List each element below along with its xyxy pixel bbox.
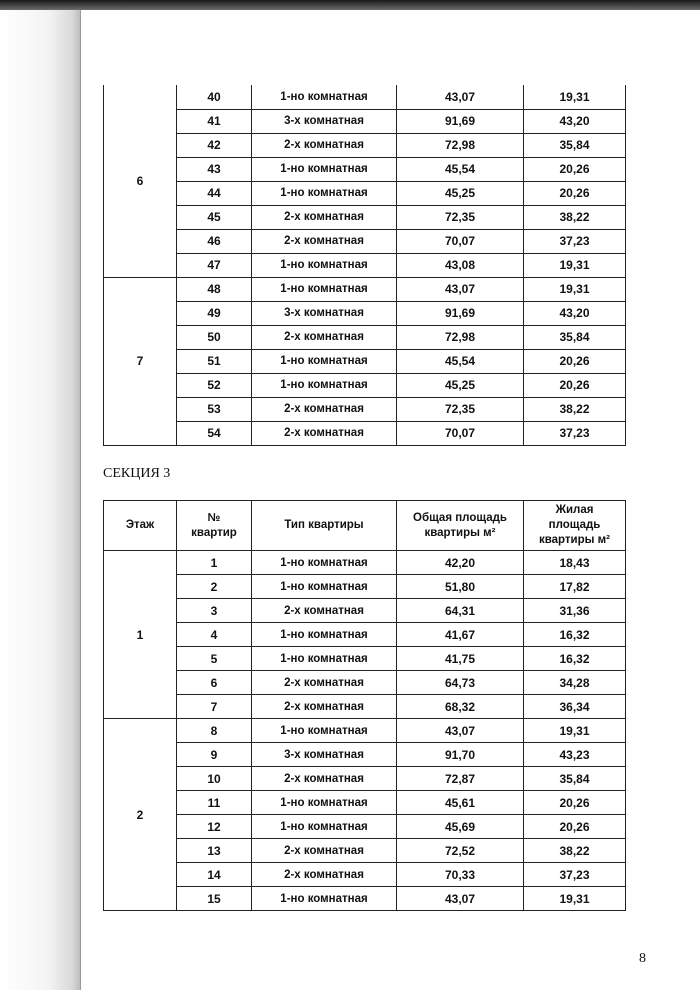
apartment-type-cell: 1-но комнатная — [252, 277, 397, 301]
header-living-line3: квартиры м² — [538, 534, 611, 546]
total-area-cell: 43,07 — [397, 85, 524, 109]
living-area-cell: 19,31 — [524, 85, 626, 109]
apartment-type-cell: 2-х комнатная — [252, 205, 397, 229]
table-row — [104, 109, 626, 133]
total-area-cell: 91,70 — [397, 743, 524, 767]
total-area-cell: 64,31 — [397, 599, 524, 623]
table-header-row — [104, 501, 626, 551]
table-row — [104, 301, 626, 325]
header-apartment-number — [177, 501, 252, 551]
apartment-number-cell: 8 — [177, 719, 252, 743]
table-row — [104, 743, 626, 767]
apartment-number-cell: 14 — [177, 863, 252, 887]
living-area-cell: 35,84 — [524, 767, 626, 791]
apartment-type-cell: 2-х комнатная — [252, 695, 397, 719]
living-area-cell: 37,23 — [524, 229, 626, 253]
living-area-cell: 20,26 — [524, 349, 626, 373]
apartment-type-cell: 1-но комнатная — [252, 575, 397, 599]
table-row — [104, 157, 626, 181]
apartment-type-cell: 2-х комнатная — [252, 599, 397, 623]
apartment-number-cell: 47 — [177, 253, 252, 277]
living-area-cell: 18,43 — [524, 551, 626, 575]
total-area-cell: 45,25 — [397, 181, 524, 205]
apartment-number-cell: 10 — [177, 767, 252, 791]
living-area-cell: 31,36 — [524, 599, 626, 623]
table-row — [104, 719, 626, 743]
apartment-type-cell: 2-х комнатная — [252, 229, 397, 253]
apartment-type-cell: 2-х комнатная — [252, 839, 397, 863]
apartment-number-cell: 53 — [177, 397, 252, 421]
apartment-number-cell: 4 — [177, 623, 252, 647]
apartment-type-cell: 1-но комнатная — [252, 85, 397, 109]
living-area-cell: 38,22 — [524, 205, 626, 229]
apartment-number-cell: 15 — [177, 887, 252, 911]
table-row — [104, 767, 626, 791]
total-area-cell: 72,98 — [397, 325, 524, 349]
apartment-number-cell: 44 — [177, 181, 252, 205]
total-area-cell: 68,32 — [397, 695, 524, 719]
apartment-number-cell: 3 — [177, 599, 252, 623]
living-area-cell: 36,34 — [524, 695, 626, 719]
living-area-cell: 35,84 — [524, 325, 626, 349]
total-area-cell: 70,07 — [397, 229, 524, 253]
total-area-cell: 42,20 — [397, 551, 524, 575]
living-area-cell: 43,20 — [524, 109, 626, 133]
total-area-cell: 43,07 — [397, 887, 524, 911]
apartment-type-cell: 2-х комнатная — [252, 671, 397, 695]
living-area-cell: 20,26 — [524, 815, 626, 839]
living-area-cell: 19,31 — [524, 277, 626, 301]
living-area-cell: 16,32 — [524, 623, 626, 647]
header-no-line2: квартир — [191, 526, 237, 539]
total-area-cell: 72,98 — [397, 133, 524, 157]
living-area-cell: 43,23 — [524, 743, 626, 767]
apartment-number-cell: 51 — [177, 349, 252, 373]
total-area-cell: 72,35 — [397, 205, 524, 229]
apartment-type-cell: 2-х комнатная — [252, 325, 397, 349]
total-area-cell: 45,69 — [397, 815, 524, 839]
table-row — [104, 575, 626, 599]
scan-binding-shadow — [0, 10, 80, 990]
section-heading: СЕКЦИЯ 3 — [103, 466, 171, 481]
living-area-cell: 37,23 — [524, 863, 626, 887]
header-no-line1: № — [207, 511, 221, 524]
table-row — [104, 421, 626, 445]
living-area-cell: 34,28 — [524, 671, 626, 695]
apartment-number-cell: 42 — [177, 133, 252, 157]
table-row — [104, 647, 626, 671]
apartment-type-cell: 1-но комнатная — [252, 815, 397, 839]
total-area-cell: 45,25 — [397, 373, 524, 397]
header-floor: Этаж — [104, 501, 177, 551]
apartment-number-cell: 41 — [177, 109, 252, 133]
table-row — [104, 671, 626, 695]
apartment-type-cell: 1-но комнатная — [252, 349, 397, 373]
apartment-number-cell: 40 — [177, 85, 252, 109]
table-row — [104, 325, 626, 349]
apartment-type-cell: 1-но комнатная — [252, 157, 397, 181]
table-row — [104, 839, 626, 863]
apartments-table-continued — [103, 85, 626, 446]
apartment-type-cell: 3-х комнатная — [252, 109, 397, 133]
floor-cell: 2 — [104, 719, 177, 911]
living-area-cell: 35,84 — [524, 133, 626, 157]
apartment-type-cell: 1-но комнатная — [252, 719, 397, 743]
apartment-number-cell: 46 — [177, 229, 252, 253]
apartment-type-cell: 1-но комнатная — [252, 791, 397, 815]
apartment-type-cell: 2-х комнатная — [252, 397, 397, 421]
living-area-cell: 38,22 — [524, 397, 626, 421]
total-area-cell: 45,54 — [397, 349, 524, 373]
table-row — [104, 397, 626, 421]
total-area-cell: 51,80 — [397, 575, 524, 599]
header-apartment-type: Тип квартиры — [252, 501, 397, 551]
table-row — [104, 695, 626, 719]
table-row — [104, 791, 626, 815]
apartment-type-cell: 2-х комнатная — [252, 421, 397, 445]
total-area-cell: 43,07 — [397, 719, 524, 743]
apartment-type-cell: 2-х комнатная — [252, 767, 397, 791]
living-area-cell: 17,82 — [524, 575, 626, 599]
apartment-number-cell: 45 — [177, 205, 252, 229]
total-area-cell: 45,54 — [397, 157, 524, 181]
table-row — [104, 887, 626, 911]
table-row — [104, 815, 626, 839]
header-total-line1: Общая площадь — [413, 511, 507, 524]
living-area-cell: 37,23 — [524, 421, 626, 445]
apartment-number-cell: 6 — [177, 671, 252, 695]
apartment-number-cell: 12 — [177, 815, 252, 839]
living-area-cell: 16,32 — [524, 647, 626, 671]
living-area-cell: 20,26 — [524, 791, 626, 815]
scan-top-edge — [0, 0, 700, 10]
header-total-line2: квартиры м² — [424, 526, 496, 539]
apartment-number-cell: 13 — [177, 839, 252, 863]
floor-cell: 7 — [104, 277, 177, 445]
apartment-number-cell: 50 — [177, 325, 252, 349]
table-row — [104, 349, 626, 373]
apartment-type-cell: 2-х комнатная — [252, 863, 397, 887]
total-area-cell: 91,69 — [397, 109, 524, 133]
header-total-area — [397, 501, 524, 551]
table-row — [104, 863, 626, 887]
total-area-cell: 72,52 — [397, 839, 524, 863]
apartment-number-cell: 5 — [177, 647, 252, 671]
total-area-cell: 41,75 — [397, 647, 524, 671]
living-area-cell: 20,26 — [524, 157, 626, 181]
apartment-type-cell: 1-но комнатная — [252, 373, 397, 397]
table-row — [104, 623, 626, 647]
apartment-number-cell: 9 — [177, 743, 252, 767]
table-row — [104, 205, 626, 229]
table-row — [104, 229, 626, 253]
apartment-type-cell: 1-но комнатная — [252, 181, 397, 205]
apartment-number-cell: 1 — [177, 551, 252, 575]
living-area-cell: 19,31 — [524, 253, 626, 277]
page-number: 8 — [639, 951, 646, 966]
living-area-cell: 38,22 — [524, 839, 626, 863]
section-3-apartments-table — [103, 500, 626, 911]
header-living-area — [524, 501, 626, 551]
table-row — [104, 181, 626, 205]
table-row — [104, 373, 626, 397]
apartment-number-cell: 7 — [177, 695, 252, 719]
apartment-type-cell: 1-но комнатная — [252, 647, 397, 671]
apartment-number-cell: 11 — [177, 791, 252, 815]
table-row — [104, 253, 626, 277]
total-area-cell: 64,73 — [397, 671, 524, 695]
apartments-table-continued-body — [104, 85, 626, 445]
total-area-cell: 41,67 — [397, 623, 524, 647]
living-area-cell: 43,20 — [524, 301, 626, 325]
apartment-type-cell: 1-но комнатная — [252, 253, 397, 277]
apartment-number-cell: 2 — [177, 575, 252, 599]
total-area-cell: 45,61 — [397, 791, 524, 815]
apartment-number-cell: 48 — [177, 277, 252, 301]
table-row — [104, 599, 626, 623]
apartment-type-cell: 3-х комнатная — [252, 301, 397, 325]
total-area-cell: 72,35 — [397, 397, 524, 421]
floor-cell: 1 — [104, 551, 177, 719]
living-area-cell: 19,31 — [524, 887, 626, 911]
table-row — [104, 133, 626, 157]
scan-binding-line — [80, 10, 81, 990]
apartment-number-cell: 43 — [177, 157, 252, 181]
living-area-cell: 20,26 — [524, 373, 626, 397]
apartment-type-cell: 1-но комнатная — [252, 623, 397, 647]
header-living-line2: площадь — [548, 519, 601, 531]
total-area-cell: 70,33 — [397, 863, 524, 887]
living-area-cell: 19,31 — [524, 719, 626, 743]
apartment-type-cell: 2-х комнатная — [252, 133, 397, 157]
table-row — [104, 551, 626, 575]
table-row — [104, 277, 626, 301]
total-area-cell: 70,07 — [397, 421, 524, 445]
apartment-type-cell: 1-но комнатная — [252, 887, 397, 911]
living-area-cell: 20,26 — [524, 181, 626, 205]
apartment-number-cell: 49 — [177, 301, 252, 325]
apartment-number-cell: 54 — [177, 421, 252, 445]
header-living-line1: Жилая — [555, 504, 594, 516]
total-area-cell: 72,87 — [397, 767, 524, 791]
total-area-cell: 43,08 — [397, 253, 524, 277]
floor-cell: 6 — [104, 85, 177, 277]
total-area-cell: 91,69 — [397, 301, 524, 325]
apartment-number-cell: 52 — [177, 373, 252, 397]
table-row — [104, 85, 626, 109]
apartment-type-cell: 3-х комнатная — [252, 743, 397, 767]
apartment-type-cell: 1-но комнатная — [252, 551, 397, 575]
section-3-apartments-table-body — [104, 551, 626, 911]
total-area-cell: 43,07 — [397, 277, 524, 301]
